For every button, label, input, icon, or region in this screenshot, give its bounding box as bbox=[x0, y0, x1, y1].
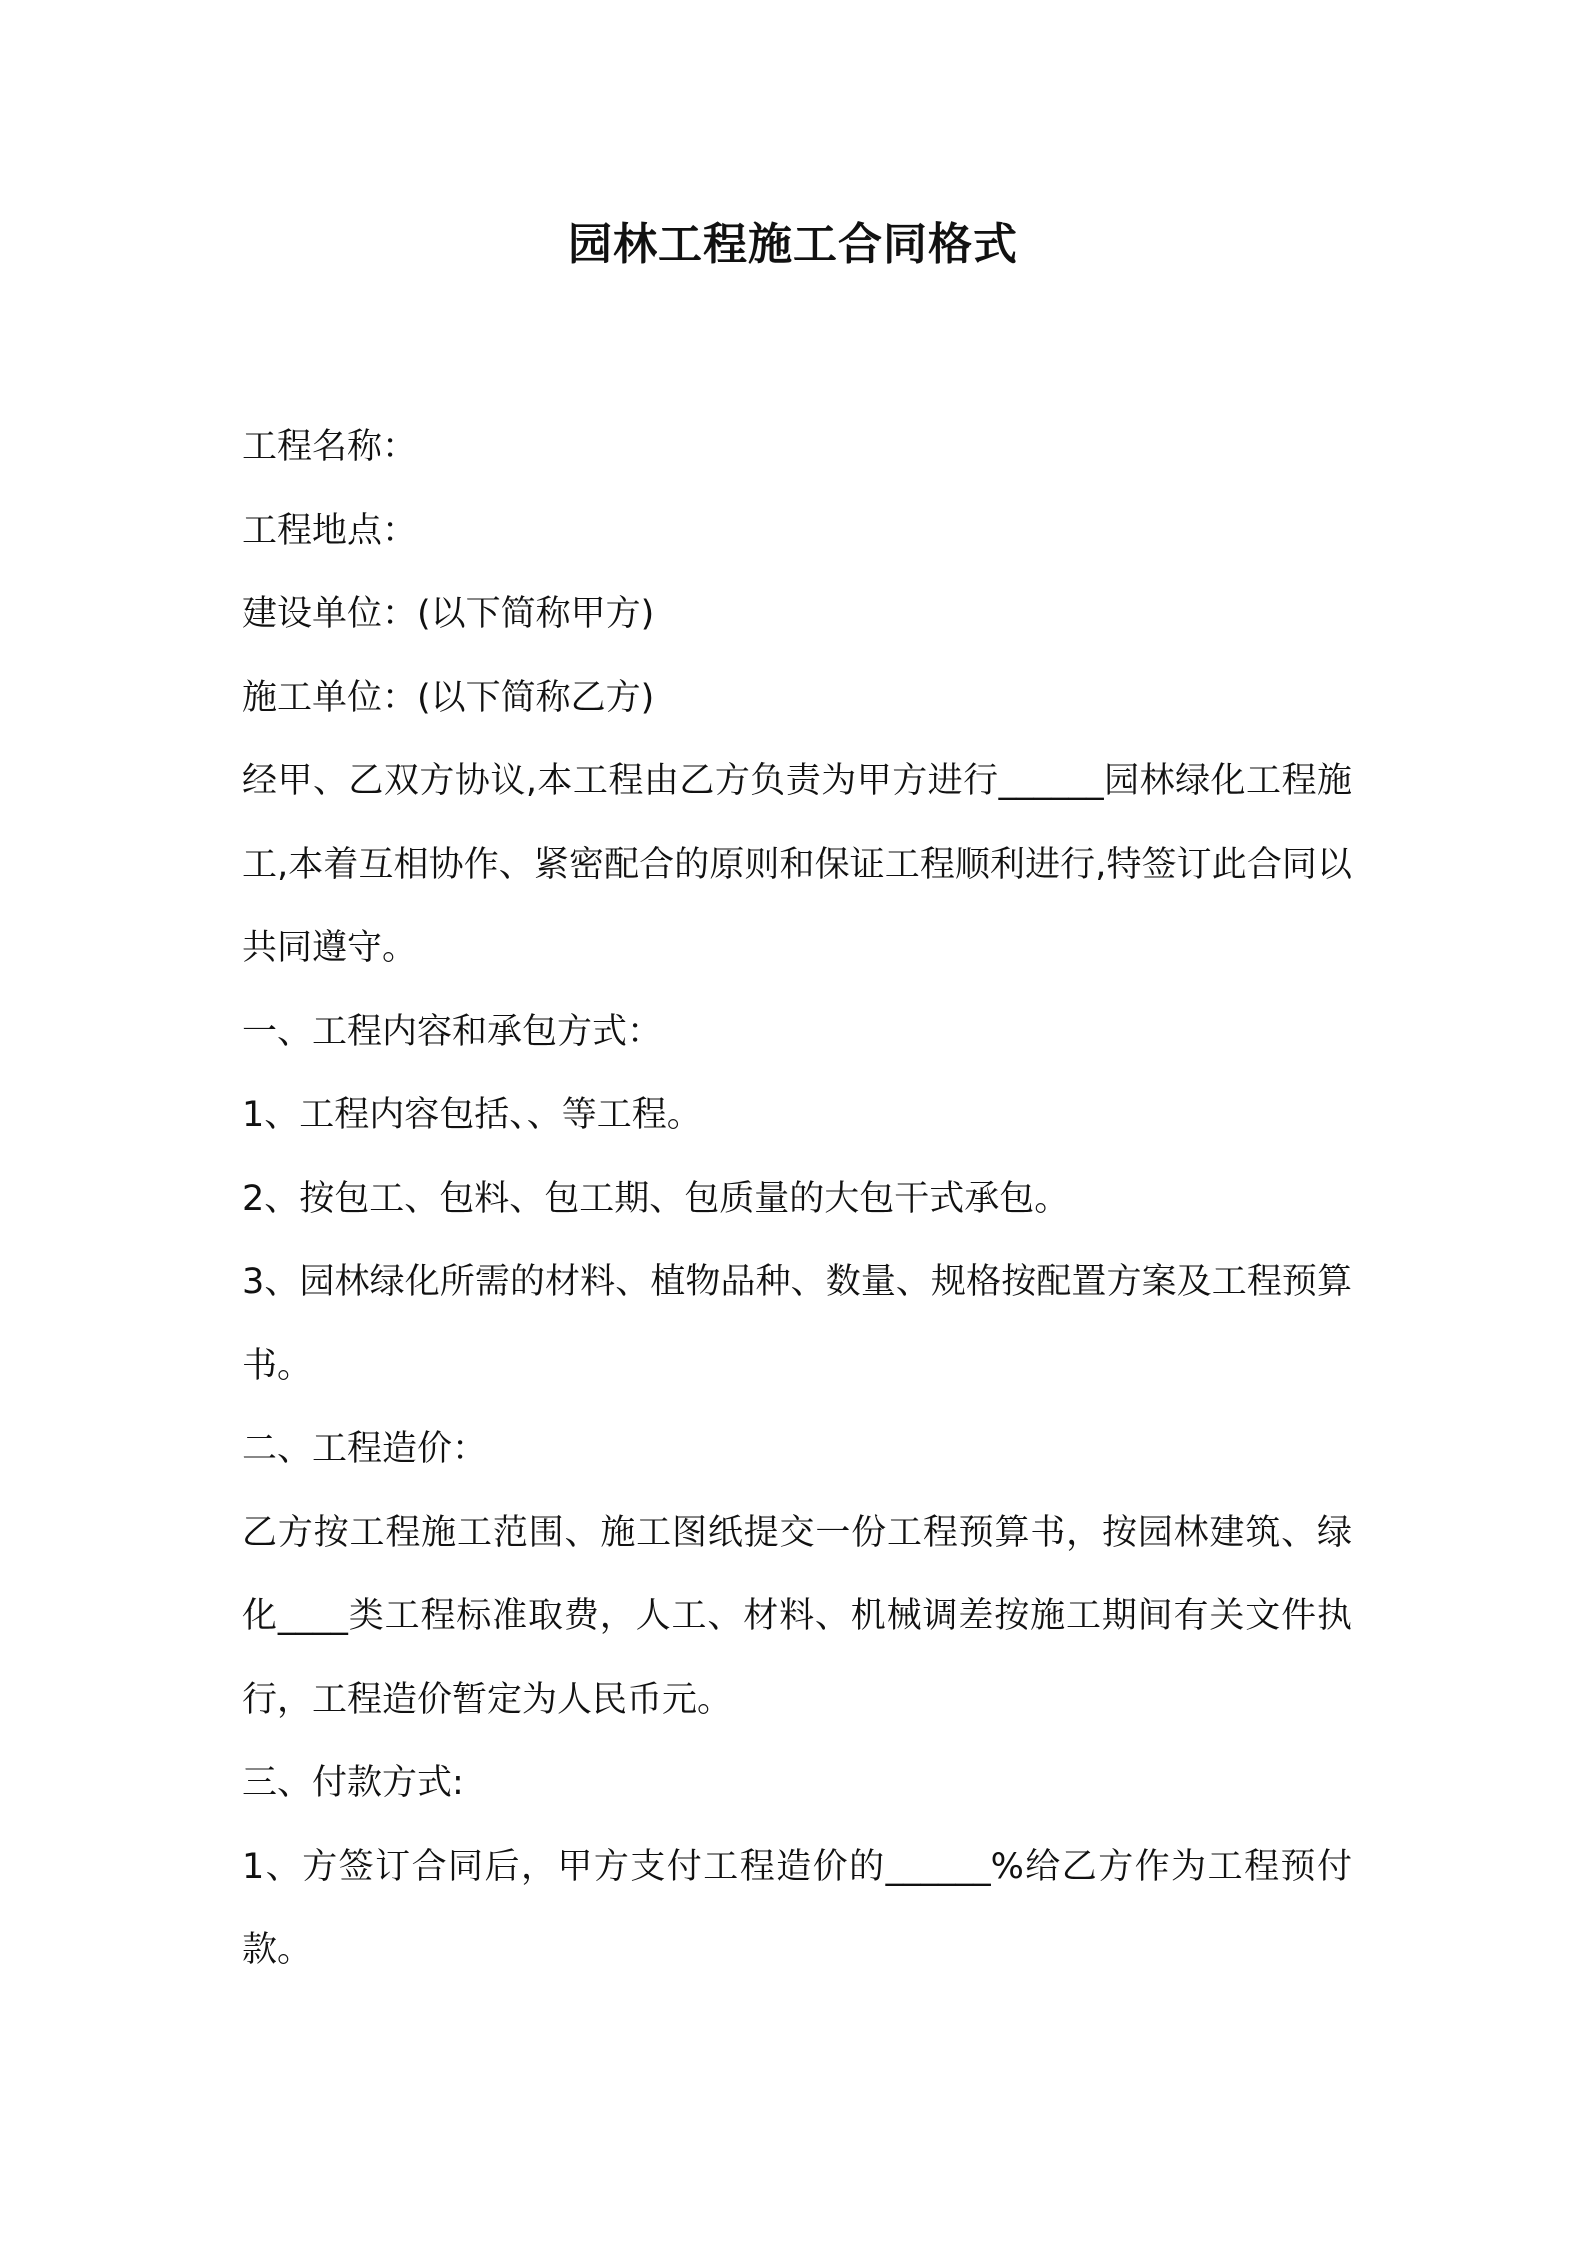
intro-paragraph: 经甲、乙双方协议,本工程由乙方负责为甲方进行______园林绿化工程施工,本着互相协作、紧密配合的原则和保证工程顺利进行,特签订此合同以共同遵守。 bbox=[242, 761, 1352, 968]
section3-item1: 1、方签订合同后，甲方支付工程造价的______%给乙方作为工程预付款。 bbox=[242, 1846, 1352, 1970]
section3-heading: 三、付款方式: bbox=[242, 1763, 464, 1803]
field-owner: 建设单位：(以下简称甲方) bbox=[242, 594, 655, 634]
section1-item1: 1、工程内容包括、、等工程。 bbox=[242, 1095, 702, 1135]
section1-item2: 2、按包工、包料、包工期、包质量的大包干式承包。 bbox=[242, 1178, 1070, 1219]
section1-item3: 3、园林绿化所需的材料、植物品种、数量、规格按配置方案及工程预算书。 bbox=[242, 1262, 1352, 1386]
section2-heading: 二、工程造价： bbox=[242, 1429, 488, 1469]
field-contractor: 施工单位：(以下简称乙方) bbox=[242, 677, 655, 718]
section1-heading: 一、工程内容和承包方式： bbox=[242, 1011, 663, 1052]
section2-paragraph: 乙方按工程施工范围、施工图纸提交一份工程预算书，按园林建筑、绿化____类工程标准取费，人工、材料、机械调差按施工期间有关文件执行，工程造价暂定为人民币元。 bbox=[242, 1512, 1352, 1720]
field-project-name: 工程名称： bbox=[242, 427, 418, 467]
document-body bbox=[242, 406, 1352, 1993]
document-title: 园林工程施工合同格式 bbox=[568, 219, 1018, 270]
field-project-location: 工程地点： bbox=[242, 510, 418, 551]
